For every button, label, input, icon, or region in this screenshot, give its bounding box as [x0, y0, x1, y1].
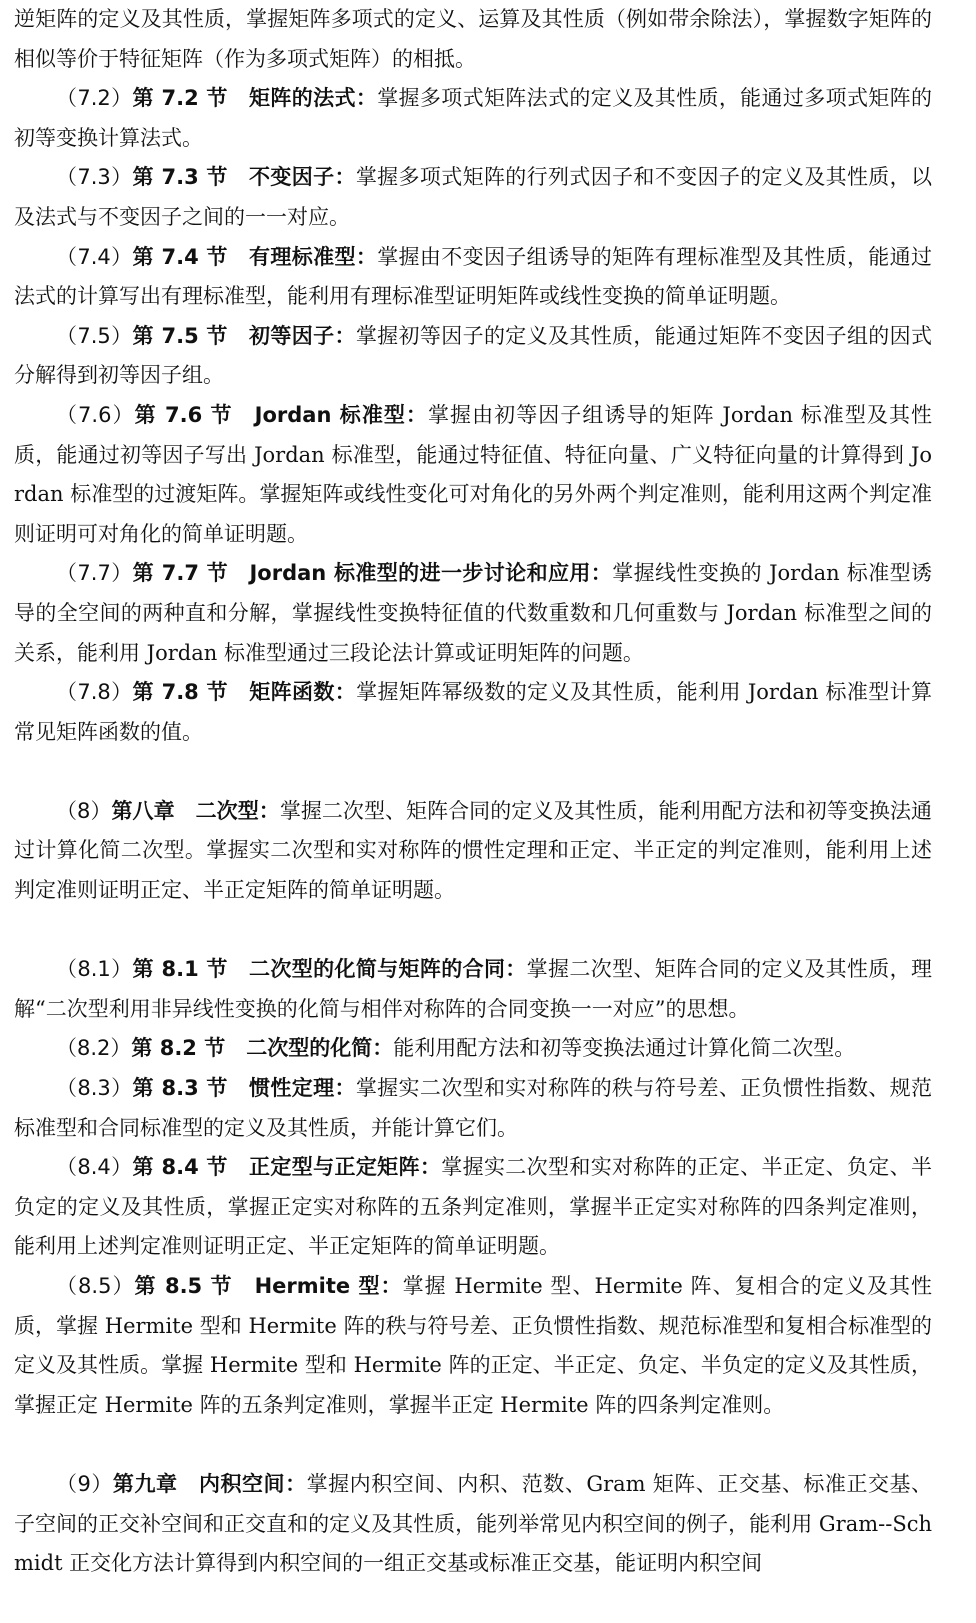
syllabus-paragraph — [14, 317, 932, 396]
section-heading: 第 8.3 节 惯性定理： — [132, 1076, 356, 1101]
syllabus-paragraph — [14, 554, 932, 673]
section-body: 掌握线性变换的 Jordan 标准型诱导的全空间的两种直和分解，掌握线性变换特征值的代数重数和几何重数与 Jordan 标准型之间的关系，能利用 Jordan 标准型通过三段论法计算或证明矩阵的问题。 — [14, 561, 932, 665]
paragraph-gap — [14, 911, 932, 951]
document-page — [14, 0, 932, 1584]
section-heading: 第 7.3 节 不变因子： — [132, 165, 356, 190]
syllabus-paragraph — [14, 1029, 932, 1069]
section-number: （7.3） — [56, 165, 133, 190]
section-body: 能利用配方法和初等变换法通过计算化简二次型。 — [393, 1036, 856, 1061]
section-number: （7.4） — [56, 244, 133, 269]
section-number: （8.5） — [56, 1274, 135, 1298]
section-heading: 第九章 内积空间： — [112, 1471, 307, 1496]
section-heading: 第 7.8 节 矩阵函数： — [132, 680, 357, 705]
syllabus-paragraph — [14, 950, 932, 1029]
paragraph-gap — [14, 1425, 932, 1465]
section-body: 逆矩阵的定义及其性质，掌握矩阵多项式的定义、运算及其性质（例如带余除法），掌握数字矩阵的相似等价于特征矩阵（作为多项式矩阵）的相抵。 — [14, 7, 932, 71]
section-body: 掌握矩阵幂级数的定义及其性质，能利用 Jordan 标准型计算常见矩阵函数的值。 — [14, 680, 932, 744]
section-body: 掌握实二次型和实对称阵的秩与符号差、正负惯性指数、规范标准型和合同标准型的定义及其性质，并能计算它们。 — [14, 1076, 933, 1140]
section-heading: 第 7.6 节 Jordan 标准型： — [134, 402, 428, 427]
section-heading: 第八章 二次型： — [111, 798, 280, 823]
syllabus-paragraph — [14, 238, 932, 317]
syllabus-paragraph — [14, 1148, 932, 1267]
section-number: （7.5） — [56, 323, 133, 348]
section-heading: 第 8.2 节 二次型的化简： — [131, 1036, 394, 1061]
section-heading: 第 7.2 节 矩阵的法式： — [132, 86, 378, 111]
section-number: （8.1） — [56, 957, 133, 982]
section-body: 掌握 Hermite 型、Hermite 阵、复相合的定义及其性质，掌握 Hermite 型和 Hermite 阵的秩与符号差、正负惯性指数、规范标准型和复相合标准型的定义及其性质。掌握 Hermite 型和 Hermite 阵的正定、半正定、负定、半负定的定义及其性质，掌握正定 Hermite 阵的五条判定准则，掌握半正定 Hermite 阵的四条判定准则。 — [14, 1274, 933, 1417]
syllabus-paragraph — [14, 79, 932, 158]
syllabus-paragraph — [14, 0, 932, 79]
section-number: （8.3） — [56, 1076, 133, 1101]
syllabus-paragraph — [14, 673, 932, 752]
section-number: （8.4） — [56, 1155, 133, 1180]
syllabus-paragraph — [14, 792, 932, 911]
paragraph-gap — [14, 752, 932, 792]
section-heading: 第 7.4 节 有理标准型： — [132, 244, 378, 269]
section-body: 掌握多项式矩阵法式的定义及其性质，能通过多项式矩阵的初等变换计算法式。 — [14, 86, 933, 150]
syllabus-paragraph — [14, 396, 932, 554]
section-number: （9） — [56, 1471, 113, 1496]
section-heading: 第 8.4 节 正定型与正定矩阵： — [132, 1155, 442, 1180]
section-heading: 第 8.1 节 二次型的化简与矩阵的合同： — [132, 957, 527, 982]
section-number: （7.6） — [56, 402, 135, 427]
section-heading: 第 8.5 节 Hermite 型： — [134, 1274, 403, 1298]
syllabus-paragraph — [14, 1267, 932, 1425]
section-body: 掌握由初等因子组诱导的矩阵 Jordan 标准型及其性质，能通过初等因子写出 Jordan 标准型，能通过特征值、特征向量、广义特征向量的计算得到 Jordan 标准型的过渡矩阵。掌握矩阵或线性变化可对角化的另外两个判定准则，能利用这两个判定准则证明可对角化的简单证明题。 — [14, 402, 932, 546]
section-heading: 第 7.7 节 Jordan 标准型的进一步讨论和应用： — [132, 561, 613, 586]
section-number: （8.2） — [56, 1036, 132, 1061]
section-number: （7.7） — [56, 561, 133, 586]
section-number: （7.8） — [56, 680, 133, 705]
syllabus-paragraph — [14, 1465, 932, 1584]
section-body: 掌握内积空间、内积、范数、Gram 矩阵、正交基、标准正交基、子空间的正交补空间和正交直和的定义及其性质，能列举常见内积空间的例子，能利用 Gram--Schmidt 正交化方法计算得到内积空间的一组正交基或标准正交基，能证明内积空间 — [14, 1471, 932, 1576]
section-body: 掌握由不变因子组诱导的矩阵有理标准型及其性质，能通过法式的计算写出有理标准型，能利用有理标准型证明矩阵或线性变换的简单证明题。 — [14, 244, 933, 309]
section-number: （7.2） — [56, 86, 133, 111]
section-body: 掌握二次型、矩阵合同的定义及其性质，理解“二次型利用非异线性变换的化简与相伴对称阵的合同变换一一对应”的思想。 — [14, 957, 933, 1021]
syllabus-paragraph — [14, 1069, 932, 1148]
section-number: （8） — [56, 798, 112, 823]
syllabus-paragraph — [14, 158, 932, 237]
section-body: 掌握初等因子的定义及其性质，能通过矩阵不变因子组的因式分解得到初等因子组。 — [14, 323, 933, 388]
section-body: 掌握二次型、矩阵合同的定义及其性质，能利用配方法和初等变换法通过计算化简二次型。掌握实二次型和实对称阵的惯性定理和正定、半正定的判定准则，能利用上述判定准则证明正定、半正定矩阵的简单证明题。 — [14, 798, 932, 903]
section-heading: 第 7.5 节 初等因子： — [132, 323, 356, 348]
section-body: 掌握实二次型和实对称阵的正定、半正定、负定、半负定的定义及其性质，掌握正定实对称阵的五条判定准则，掌握半正定实对称阵的四条判定准则，能利用上述判定准则证明正定、半正定矩阵的简单证明题。 — [14, 1155, 932, 1259]
section-body: 掌握多项式矩阵的行列式因子和不变因子的定义及其性质，以及法式与不变因子之间的一一对应。 — [14, 165, 933, 229]
